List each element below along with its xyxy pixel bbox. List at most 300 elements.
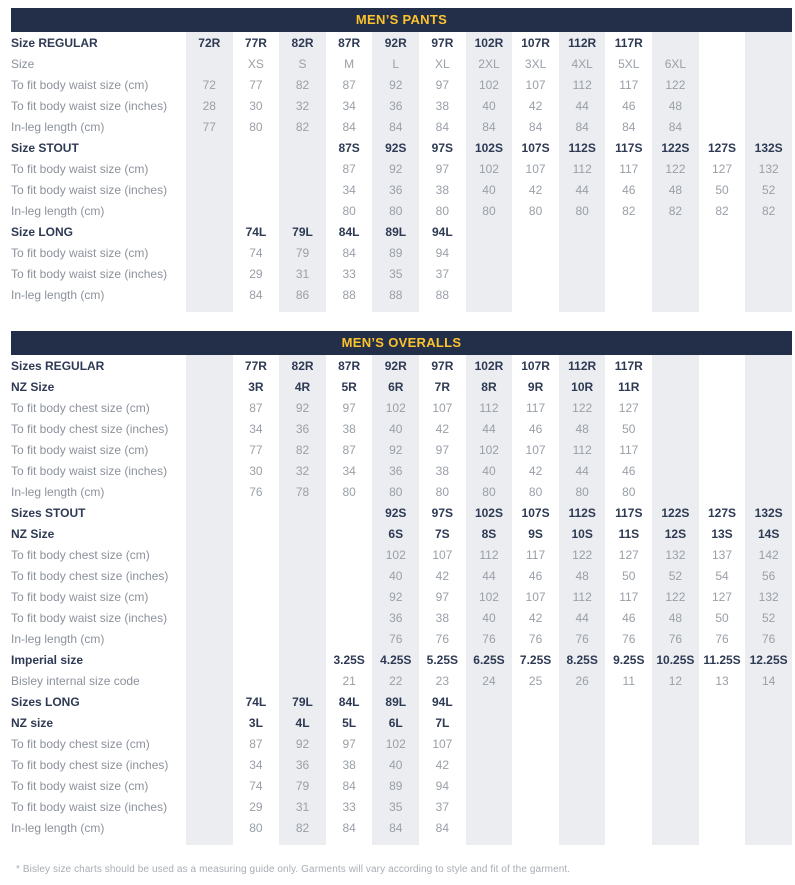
size-cell: XL bbox=[435, 56, 450, 71]
row-label: To fit body waist size (inches) bbox=[11, 463, 168, 478]
size-cell bbox=[699, 733, 746, 754]
row-label: To fit body chest size (inches) bbox=[11, 757, 169, 772]
size-cell bbox=[233, 565, 280, 586]
size-cell: 52 bbox=[745, 179, 792, 200]
mens-pants-title: MEN’S PANTS bbox=[11, 8, 792, 32]
size-cell bbox=[699, 32, 746, 53]
size-cell: 132 bbox=[745, 158, 792, 179]
size-cell: 84 bbox=[528, 119, 543, 134]
size-cell: 42 bbox=[435, 757, 450, 772]
size-cell bbox=[699, 116, 746, 137]
row-label: To fit body waist size (inches) bbox=[11, 266, 168, 281]
size-cell bbox=[745, 796, 792, 817]
size-cell: 102 bbox=[466, 74, 513, 95]
row-label: Size bbox=[11, 56, 35, 71]
size-cell: 40 bbox=[466, 460, 513, 481]
table-row bbox=[11, 775, 792, 796]
stripe-padding-cell bbox=[699, 838, 746, 845]
size-cell bbox=[279, 544, 326, 565]
size-cell: 50 bbox=[715, 610, 729, 625]
size-cell bbox=[512, 263, 559, 284]
size-cell: 97 bbox=[342, 400, 356, 415]
size-cell bbox=[512, 284, 559, 305]
size-cell bbox=[745, 116, 792, 137]
size-cell bbox=[699, 355, 746, 376]
size-cell: 76 bbox=[652, 628, 699, 649]
stripe-padding-cell bbox=[233, 838, 280, 845]
size-cell bbox=[605, 796, 652, 817]
size-cell bbox=[186, 796, 233, 817]
size-cell bbox=[699, 775, 746, 796]
row-label: To fit body chest size (inches) bbox=[11, 421, 169, 436]
size-cell bbox=[512, 754, 559, 775]
stripe-padding-cell bbox=[11, 838, 186, 845]
size-cell bbox=[652, 439, 699, 460]
size-cell: 94L bbox=[432, 694, 453, 709]
size-cell: 87 bbox=[249, 736, 263, 751]
size-cell: 76 bbox=[435, 631, 450, 646]
size-cell bbox=[745, 74, 792, 95]
table-row bbox=[11, 53, 792, 74]
size-cell: 42 bbox=[528, 182, 543, 197]
size-cell: 127S bbox=[707, 140, 737, 155]
size-cell bbox=[652, 796, 699, 817]
size-cell: 76 bbox=[249, 484, 263, 499]
table-row bbox=[11, 649, 792, 670]
size-cell: L bbox=[372, 53, 419, 74]
size-cell: 24 bbox=[466, 670, 513, 691]
size-cell bbox=[699, 284, 746, 305]
size-cell: 10S bbox=[559, 523, 606, 544]
size-cell: 117 bbox=[619, 442, 639, 457]
size-cell bbox=[605, 221, 652, 242]
size-cell: 30 bbox=[249, 463, 263, 478]
size-cell: 84 bbox=[342, 119, 356, 134]
size-cell bbox=[699, 439, 746, 460]
size-cell: 74 bbox=[249, 778, 263, 793]
size-cell: 36 bbox=[372, 607, 419, 628]
table-row bbox=[11, 263, 792, 284]
size-cell: 50 bbox=[715, 182, 729, 197]
size-cell bbox=[512, 691, 559, 712]
size-cell: 122S bbox=[652, 137, 699, 158]
size-cell: 14 bbox=[745, 670, 792, 691]
size-cell: 44 bbox=[559, 607, 606, 628]
size-cell: 4L bbox=[279, 712, 326, 733]
size-cell bbox=[186, 817, 233, 838]
size-cell: 117 bbox=[526, 547, 546, 562]
size-cell: 46 bbox=[528, 568, 543, 583]
size-cell: 6R bbox=[372, 376, 419, 397]
size-cell: 46 bbox=[622, 98, 636, 113]
size-cell bbox=[745, 242, 792, 263]
size-cell: 44 bbox=[559, 95, 606, 116]
table-row bbox=[11, 74, 792, 95]
stripe-padding-cell bbox=[512, 305, 559, 312]
size-cell bbox=[745, 691, 792, 712]
size-cell: 89L bbox=[372, 691, 419, 712]
size-cell: 84L bbox=[338, 224, 360, 239]
size-cell: 80 bbox=[249, 820, 263, 835]
size-cell bbox=[699, 754, 746, 775]
size-cell bbox=[233, 670, 280, 691]
size-cell: 42 bbox=[528, 98, 543, 113]
row-label: To fit body waist size (cm) bbox=[11, 161, 149, 176]
row-label: To fit body chest size (cm) bbox=[11, 736, 150, 751]
size-cell: 44 bbox=[466, 565, 513, 586]
table-row bbox=[11, 418, 792, 439]
size-cell: 102S bbox=[466, 137, 513, 158]
size-cell: 80 bbox=[435, 484, 450, 499]
size-cell: 97 bbox=[342, 736, 356, 751]
size-cell: 80 bbox=[372, 200, 419, 221]
size-cell: 86 bbox=[279, 284, 326, 305]
stripe-padding-cell bbox=[419, 305, 466, 312]
size-cell: 92 bbox=[372, 586, 419, 607]
size-cell: 122 bbox=[559, 397, 606, 418]
size-cell bbox=[559, 284, 606, 305]
size-cell: 84 bbox=[466, 116, 513, 137]
size-cell: 72 bbox=[186, 74, 233, 95]
table-row bbox=[11, 628, 792, 649]
size-cell: 94 bbox=[435, 245, 450, 260]
table-row bbox=[11, 670, 792, 691]
table-row bbox=[11, 200, 792, 221]
size-cell: 127S bbox=[707, 505, 737, 520]
size-cell: S bbox=[279, 53, 326, 74]
stripe-padding-cell bbox=[652, 838, 699, 845]
size-cell bbox=[652, 376, 699, 397]
size-cell: 94 bbox=[435, 778, 450, 793]
size-cell bbox=[186, 628, 233, 649]
size-cell bbox=[652, 775, 699, 796]
size-cell: 46 bbox=[622, 610, 636, 625]
row-label: Sizes REGULAR bbox=[11, 358, 105, 373]
size-cell: 112 bbox=[559, 439, 606, 460]
size-cell bbox=[186, 712, 233, 733]
table-row bbox=[11, 95, 792, 116]
row-label: To fit body waist size (cm) bbox=[11, 77, 149, 92]
mens-pants-table bbox=[11, 32, 792, 312]
size-cell: 26 bbox=[559, 670, 606, 691]
size-cell: 102R bbox=[466, 32, 513, 53]
size-cell bbox=[605, 817, 652, 838]
size-cell: 112 bbox=[466, 544, 513, 565]
size-cell bbox=[233, 544, 280, 565]
size-cell: 40 bbox=[372, 565, 419, 586]
size-cell bbox=[745, 53, 792, 74]
size-cell: 117 bbox=[619, 161, 639, 176]
size-cell: 82 bbox=[279, 817, 326, 838]
size-cell: 6XL bbox=[652, 53, 699, 74]
size-cell bbox=[186, 53, 233, 74]
size-cell: 6.25S bbox=[466, 649, 513, 670]
size-cell: 33 bbox=[342, 799, 356, 814]
size-cell: 11R bbox=[618, 379, 640, 394]
size-cell: 89L bbox=[372, 221, 419, 242]
size-cell: 84 bbox=[622, 119, 636, 134]
table-row bbox=[11, 284, 792, 305]
size-cell bbox=[699, 418, 746, 439]
size-cell bbox=[466, 817, 513, 838]
table-row bbox=[11, 796, 792, 817]
size-cell bbox=[699, 53, 746, 74]
size-cell: 56 bbox=[745, 565, 792, 586]
size-cell bbox=[699, 242, 746, 263]
size-cell bbox=[745, 733, 792, 754]
size-cell bbox=[186, 137, 233, 158]
size-cell bbox=[466, 284, 513, 305]
size-cell: 9.25S bbox=[613, 652, 645, 667]
size-cell bbox=[745, 397, 792, 418]
size-cell: 21 bbox=[342, 673, 356, 688]
size-cell bbox=[699, 221, 746, 242]
size-cell bbox=[652, 242, 699, 263]
size-cell bbox=[186, 158, 233, 179]
size-cell: 112R bbox=[559, 32, 606, 53]
size-cell bbox=[559, 796, 606, 817]
row-label: NZ size bbox=[11, 715, 54, 730]
size-cell: 76 bbox=[745, 628, 792, 649]
size-cell: 31 bbox=[279, 263, 326, 284]
table-row bbox=[11, 397, 792, 418]
size-cell: 7.25S bbox=[519, 652, 552, 667]
size-cell: 76 bbox=[559, 628, 606, 649]
table-row bbox=[11, 481, 792, 502]
size-cell bbox=[652, 481, 699, 502]
size-cell bbox=[186, 649, 233, 670]
size-cell: 32 bbox=[279, 95, 326, 116]
size-cell bbox=[279, 586, 326, 607]
stripe-padding-row bbox=[11, 305, 792, 312]
size-cell: 84 bbox=[435, 119, 450, 134]
size-cell bbox=[605, 284, 652, 305]
size-cell bbox=[186, 754, 233, 775]
size-cell: 76 bbox=[528, 631, 543, 646]
size-cell bbox=[279, 607, 326, 628]
table-row bbox=[11, 355, 792, 376]
row-label: Sizes STOUT bbox=[11, 505, 86, 520]
size-cell: 84 bbox=[435, 820, 450, 835]
size-cell: 34 bbox=[342, 98, 356, 113]
size-cell: 36 bbox=[279, 754, 326, 775]
row-label: To fit body waist size (cm) bbox=[11, 442, 149, 457]
size-cell: 87R bbox=[338, 358, 361, 373]
size-cell: 92S bbox=[372, 137, 419, 158]
size-cell bbox=[745, 263, 792, 284]
size-cell: 34 bbox=[249, 421, 263, 436]
size-cell bbox=[186, 355, 233, 376]
size-cell bbox=[699, 817, 746, 838]
size-cell: 74L bbox=[245, 224, 267, 239]
mens-overalls-title: MEN’S OVERALLS bbox=[11, 331, 792, 355]
size-cell bbox=[605, 754, 652, 775]
size-cell: 38 bbox=[435, 98, 450, 113]
size-cell: 112 bbox=[466, 397, 513, 418]
size-cell bbox=[186, 544, 233, 565]
size-cell: 97S bbox=[431, 505, 454, 520]
size-cell: 3R bbox=[248, 379, 264, 394]
row-label: Imperial size bbox=[11, 652, 84, 667]
size-cell bbox=[279, 200, 326, 221]
size-cell: 46 bbox=[622, 463, 636, 478]
size-cell: 48 bbox=[652, 179, 699, 200]
size-cell: 112R bbox=[559, 355, 606, 376]
size-cell: 7R bbox=[434, 379, 451, 394]
row-label: Size REGULAR bbox=[11, 35, 98, 50]
size-cell: 80 bbox=[249, 119, 263, 134]
size-cell: 80 bbox=[528, 203, 543, 218]
size-cell bbox=[326, 502, 373, 523]
size-cell: 42 bbox=[528, 463, 543, 478]
size-cell: 107 bbox=[432, 400, 453, 415]
size-cell: 42 bbox=[528, 610, 543, 625]
table-row bbox=[11, 733, 792, 754]
size-cell: 102 bbox=[466, 586, 513, 607]
size-cell bbox=[745, 284, 792, 305]
size-cell bbox=[466, 221, 513, 242]
size-cell: 14S bbox=[745, 523, 792, 544]
size-cell: 92S bbox=[372, 502, 419, 523]
size-cell: 4.25S bbox=[372, 649, 419, 670]
size-cell bbox=[233, 179, 280, 200]
size-cell bbox=[186, 221, 233, 242]
size-cell: 80 bbox=[466, 481, 513, 502]
size-cell: 132S bbox=[745, 502, 792, 523]
size-cell: 79L bbox=[279, 691, 326, 712]
size-cell bbox=[279, 502, 326, 523]
size-cell bbox=[466, 754, 513, 775]
size-cell bbox=[559, 817, 606, 838]
size-cell: 82 bbox=[652, 200, 699, 221]
size-cell: 84 bbox=[342, 778, 356, 793]
size-cell: 122S bbox=[652, 502, 699, 523]
size-cell bbox=[279, 523, 326, 544]
stripe-padding-cell bbox=[372, 305, 419, 312]
stripe-padding-cell bbox=[326, 838, 373, 845]
size-cell bbox=[186, 397, 233, 418]
size-cell: 12.25S bbox=[745, 649, 792, 670]
stripe-padding-cell bbox=[326, 305, 373, 312]
size-cell: 29 bbox=[249, 266, 263, 281]
size-cell: 142 bbox=[745, 544, 792, 565]
row-label: In-leg length (cm) bbox=[11, 287, 105, 302]
size-cell: 4XL bbox=[559, 53, 606, 74]
size-cell: 44 bbox=[466, 418, 513, 439]
size-cell: 117S bbox=[615, 505, 643, 520]
size-cell bbox=[745, 817, 792, 838]
size-cell: 92R bbox=[372, 355, 419, 376]
size-cell: 5XL bbox=[618, 56, 640, 71]
size-cell: 117R bbox=[614, 35, 643, 50]
size-cell: 82 bbox=[745, 200, 792, 221]
size-cell bbox=[512, 775, 559, 796]
size-cell bbox=[233, 137, 280, 158]
size-cell: 74L bbox=[245, 694, 267, 709]
size-cell bbox=[279, 670, 326, 691]
size-cell bbox=[466, 712, 513, 733]
size-cell bbox=[466, 242, 513, 263]
size-cell: 117 bbox=[619, 77, 639, 92]
row-label: To fit body chest size (cm) bbox=[11, 547, 150, 562]
size-cell: 107S bbox=[521, 505, 550, 520]
size-cell: 52 bbox=[652, 565, 699, 586]
size-cell bbox=[652, 733, 699, 754]
size-cell: 7S bbox=[435, 526, 450, 541]
stripe-padding-cell bbox=[186, 305, 233, 312]
row-label: To fit body waist size (inches) bbox=[11, 799, 168, 814]
size-cell bbox=[326, 565, 373, 586]
size-cell: 92 bbox=[279, 397, 326, 418]
size-cell: 48 bbox=[652, 607, 699, 628]
stripe-padding-cell bbox=[745, 305, 792, 312]
size-cell: 11.25S bbox=[703, 652, 741, 667]
size-cell bbox=[605, 691, 652, 712]
table-row bbox=[11, 712, 792, 733]
size-cell: M bbox=[344, 56, 355, 71]
size-cell: 92 bbox=[372, 158, 419, 179]
stripe-padding-cell bbox=[419, 838, 466, 845]
size-cell: 36 bbox=[372, 179, 419, 200]
size-cell bbox=[466, 733, 513, 754]
size-cell: 35 bbox=[372, 796, 419, 817]
size-cell: 107 bbox=[525, 77, 546, 92]
row-label: To fit body waist size (cm) bbox=[11, 245, 149, 260]
stripe-padding-cell bbox=[186, 838, 233, 845]
size-cell: 40 bbox=[372, 754, 419, 775]
size-cell: 102 bbox=[466, 439, 513, 460]
size-cell: 38 bbox=[342, 757, 356, 772]
size-cell: 82R bbox=[279, 355, 326, 376]
row-label: NZ Size bbox=[11, 526, 55, 541]
size-cell: 31 bbox=[279, 796, 326, 817]
disclaimer-footnote: * Bisley size charts should be used as a measuring guide only. Garments will vary according to style and fit of the garment. bbox=[16, 864, 571, 875]
size-cell: 11 bbox=[622, 673, 636, 688]
size-cell bbox=[279, 179, 326, 200]
size-cell: 35 bbox=[372, 263, 419, 284]
table-row bbox=[11, 586, 792, 607]
size-cell bbox=[279, 649, 326, 670]
size-cell: 72R bbox=[186, 32, 233, 53]
size-cell: 92 bbox=[279, 733, 326, 754]
size-cell: 10R bbox=[559, 376, 606, 397]
size-cell: 87S bbox=[338, 140, 360, 155]
size-cell: 84L bbox=[338, 694, 360, 709]
stripe-padding-cell bbox=[11, 305, 186, 312]
row-label: Size STOUT bbox=[11, 140, 79, 155]
stripe-padding-cell bbox=[652, 305, 699, 312]
stripe-padding-cell bbox=[512, 838, 559, 845]
size-cell bbox=[186, 481, 233, 502]
size-cell: 32 bbox=[279, 460, 326, 481]
size-cell bbox=[186, 263, 233, 284]
size-cell bbox=[699, 481, 746, 502]
size-cell bbox=[186, 284, 233, 305]
stripe-padding-cell bbox=[605, 838, 652, 845]
size-cell: 76 bbox=[372, 628, 419, 649]
size-cell bbox=[326, 607, 373, 628]
size-cell: 80 bbox=[342, 484, 356, 499]
row-label: To fit body waist size (inches) bbox=[11, 98, 168, 113]
size-cell: 8.25S bbox=[559, 649, 606, 670]
size-cell: 46 bbox=[622, 182, 636, 197]
size-cell: 102 bbox=[372, 733, 419, 754]
size-cell: 34 bbox=[342, 463, 356, 478]
size-cell bbox=[652, 263, 699, 284]
size-cell bbox=[699, 691, 746, 712]
size-cell: 40 bbox=[466, 95, 513, 116]
size-cell: 84 bbox=[559, 116, 606, 137]
